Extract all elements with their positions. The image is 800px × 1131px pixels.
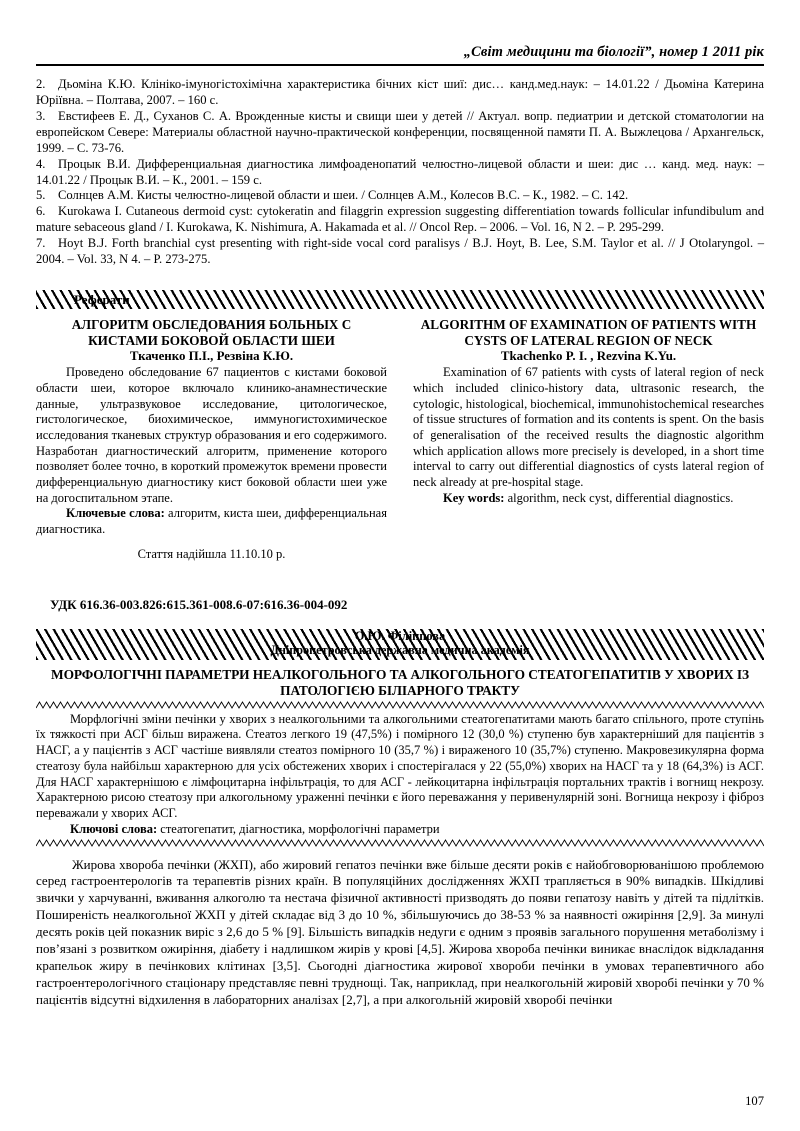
article-summary-text: Морфлогічні зміни печінки у хворих з неалкогольними та алкогольними стеатогепатитами мають багато спільного, проте ступінь їх тяжкості при АСГ більш виражена. Стеатоз легкого 19 (47,5%) і помірного 12 (30,0 %) ступеню був характерніший для пацієнтів з НАСГ, а у пацієнтів з АСГ частіше виявляли стеатоз помірного 10 (35,7 %) і вираженого 10 (35,7%) ступеню. Макровезикулярна форма стеатозу була найбільш характерною для усіх обстежених хворих і спостерігалася у 22 (55,0%) хворих на НАСГ та у 18 (64,3%) із АСГ. Для НАСГ характернішою є лімфоцитарна інфільтрація, то для АСГ - лейкоцитарна інфільтрація портальних трактів і вогнищ некрозу. Характерною рисою стеатозу при алкогольному ураженні печінки є його переважання у перивенулярній зоні. Вогнища некрозу і фіброз переважали у хворих АСГ. — [36, 711, 764, 821]
reference-text: Дьоміна К.Ю. Клініко-імуногістохімічна характеристика бічних кіст шиї: дис… канд.мед.наук: – 14.01.22 / Дьоміна Катерина Юріївна. – Полтава, 2007. – 160 с. — [36, 77, 764, 107]
zigzag-separator-bottom — [36, 838, 764, 848]
udk-code: УДК 616.36-003.826:615.361-008.6-07:616.36-004-092 — [50, 597, 348, 613]
reference-number: 3. — [36, 108, 46, 123]
article-author: О.Ю. Філіппова — [354, 629, 446, 644]
abstract-keywords-en — [413, 491, 764, 507]
reference-item — [36, 157, 764, 189]
abstract-keywords-ru — [36, 506, 387, 537]
reference-number: 4. — [36, 156, 46, 171]
abstract-body-en: Examination of 67 patients with cysts of lateral region of neck which included clinico-history data, ultrasonic research, the cytologic, histological, biochemical, immunohistochemical researches of tissue structures of formation and its contents is spent. On the basis of generalisation of the received results the diagnostic algorithm which application allows more precisely is developed, in a short time interval to carry out differential diagnostics of cysts lateral region of neck already at pre-hospital stage. — [413, 365, 764, 489]
reference-text: Kurokawa I. Cutaneous dermoid cyst: cytokeratin and filaggrin expression suggesting differentiation towards follicular infundibulum and mature sebaceous gland / I. Kurokawa, K. Nishimura, A. Hakamada et al. // Oncol Rep. – 2006. – Vol. 16, N 2. – P. 295-299. — [36, 204, 764, 235]
abstract-title-en: ALGORITHM OF EXAMINATION OF PATIENTS WITH CYSTS OF LATERAL REGION OF NECK — [420, 317, 757, 348]
article-keywords-label: Ключові слова: — [70, 821, 158, 836]
zigzag-icon — [36, 838, 764, 848]
abstract-authors-en: Tkachenko P. I. , Rezvina K.Yu. — [500, 348, 677, 363]
reference-item — [36, 109, 764, 157]
article-summary — [36, 712, 764, 838]
abstract-keywords-text-ru: алгоритм, киста шеи, дифференциальная диагностика. — [36, 506, 387, 536]
article-body-paragraph: Жирова хвороба печінки (ЖХП), або жировий гепатоз печінки вже більше десяти років є найобговорюванішою проблемою серед гастроентерологів та терапевтів різних країн. В популяційних дослідженнях ЖХП трапляється в 90% випадків. Шкідливі звички у харчуванні, вживання алкоголю та нестача фізичної активності призводять до появи гепатозу навіть у дітей та підлітків. Поширеність неалкогольної ЖХП у дітей складає від 3 до 10 %, збільшуючись до 38-53 % за наявності ожиріння [2,9]. За минулі десять років цей показник виріс з 2,6 до 5 % [9]. Більшість випадків недуги є одним з проявів загального порушення метаболізму і пов’язані з розвитком ожиріння, діабету і надлишком жирів у крові [4,5]. Жирова хвороба печінки виникає внаслідок відкладання крапельок жиру в печінкових клітинах [3,5]. Сьогодні діагностика жирової хвороби печінки в умовах терапевтичного або гастроентерологічного стаціонару представляє певні труднощі. Так, наприклад, при неалкогольній жировій хворобі печінки у 70 % пацієнтів відсутні відхилення в лабораторних аналізах [2,7], а при алкогольній жировій хворобі печінки — [36, 856, 764, 1007]
reference-item — [36, 236, 764, 268]
abstract-body-ru: Проведено обследование 67 пациентов с кистами боковой области шеи, которое включало клинико-анамнестические данные, ультразвуковое исследование, цитологическое, гистологическое, биохимическое, иммуногистохимическое исследования тканевых структур образования и его содержимого. Назработан диагностический алгоритм, применение которого позволяет более точно, в короткий промежуток времени провести дифференциальную диагностику кист боковой области шеи уже на догоспитальном этапе. — [36, 365, 387, 505]
reference-number: 2. — [36, 77, 46, 91]
article-keywords-text: стеатогепатит, діагностика, морфологічні параметри — [157, 821, 440, 836]
abstract-columns — [36, 317, 764, 562]
abstracts-section-label: Реферати — [74, 292, 130, 308]
reference-item — [36, 204, 764, 236]
abstract-keywords-text-en: algorithm, neck cyst, differential diagnostics. — [504, 490, 734, 505]
abstract-column-russian — [36, 317, 387, 562]
reference-number: 7. — [36, 236, 46, 251]
zigzag-icon — [36, 700, 764, 710]
reference-text: Солнцев А.М. Кисты челюстно-лицевой области и шеи. / Солнцев А.М., Колесов В.С. – К., 1982. – С. 142. — [58, 188, 629, 203]
article-author-block — [36, 629, 764, 658]
article-title: МОРФОЛОГІЧНІ ПАРАМЕТРИ НЕАЛКОГОЛЬНОГО ТА АЛКОГОЛЬНОГО СТЕАТОГЕПАТИТІВ У ХВОРИХ ІЗ ПАТОЛОГІЄЮ БІЛІАРНОГО ТРАКТУ — [51, 667, 749, 699]
reference-item — [36, 188, 764, 204]
page-number: 107 — [745, 1094, 764, 1108]
running-head-rule — [36, 64, 764, 66]
received-note: Стаття надійшла 11.10.10 р. — [137, 546, 286, 561]
abstract-authors-ru: Ткаченко П.І., Резвіна К.Ю. — [129, 348, 294, 363]
reference-text: Hoyt B.J. Forth branchial cyst presenting with right-side vocal cord paralisys / B.J. Hoyt, B. Lee, S.M. Taylor et al. // J Otolaryngol. – 2004. – Vol. 33, N 4. – P. 273-275. — [36, 236, 764, 267]
article-author-banner — [36, 629, 764, 660]
abstract-keywords-label-ru: Ключевые слова: — [66, 506, 165, 521]
abstracts-section-banner — [36, 290, 764, 309]
reference-text: Евстифеев Е. Д., Суханов С. А. Врожденные кисты и свищи шеи у детей // Актуал. вопр. педиатрии и детской стоматологии на европейском Севере: Материалы областной научно-практической конференции, посвященной памяти П. А. Выжлецова / Архангельск, 1999. – С. 73-76. — [36, 108, 764, 155]
article-affiliation: Дніпропетровська державна медична академія — [270, 643, 530, 658]
abstract-title-ru: АЛГОРИТМ ОБСЛЕДОВАНИЯ БОЛЬНЫХ С КИСТАМИ БОКОВОЙ ОБЛАСТИ ШЕИ — [71, 317, 352, 348]
running-head: „Світ медицини та біології”, номер 1 2011 рік — [463, 44, 764, 60]
reference-number: 6. — [36, 204, 46, 219]
reference-list — [36, 77, 764, 268]
reference-text: Процык В.И. Дифференциальная диагностика лимфоаденопатий челюстно-лицевой области и шеи: дис … канд. мед. наук: – 14.01.22 / Процык В.И. – К., 2001. – 159 с. — [36, 156, 764, 187]
article-keywords — [36, 822, 764, 838]
abstract-column-english — [413, 317, 764, 562]
article-body — [36, 857, 764, 1009]
reference-number: 5. — [36, 188, 46, 203]
zigzag-separator-top — [36, 700, 764, 710]
abstract-keywords-label-en: Key words: — [443, 490, 505, 505]
reference-item — [36, 77, 764, 109]
